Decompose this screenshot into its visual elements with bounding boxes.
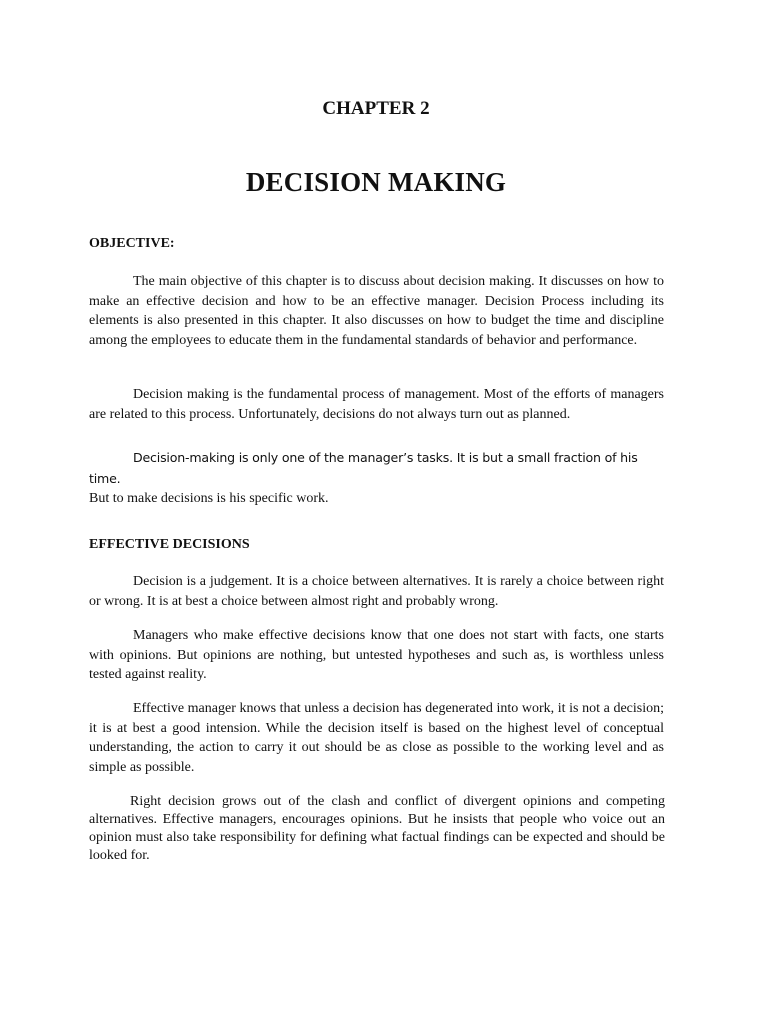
paragraph-sans-run: Decision-making is only one of the manager’s tasks. It is but a small fraction of his time.	[89, 450, 638, 486]
section-heading-objective: OBJECTIVE:	[89, 236, 175, 251]
paragraph-effective-4: Right decision grows out of the clash and conflict of divergent opinions and competing alternatives. Effective managers, encourages opinions. But he insists that people who voice out an opinion must also take responsibility for defining what factual findings can be expected and should be looked for.	[89, 794, 665, 863]
paragraph-effective-3: Effective manager knows that unless a decision has degenerated into work, it is not a decision; it is at best a good intension. While the decision itself is based on the highest level of conceptual understanding, the action to carry it out should be as close as possible to the working level and as simple as possible.	[89, 701, 664, 775]
chapter-title: DECISION MAKING	[245, 167, 507, 197]
paragraph-objective-2: Decision making is the fundamental process of management. Most of the efforts of managers are related to this process. Unfortunately, decisions do not always turn out as planned.	[89, 387, 664, 422]
paragraph-objective-1: The main objective of this chapter is to discuss about decision making. It discusses on how to make an effective decision and how to be an effective manager. Decision Process including its elements is also presented in this chapter. It also discusses on how to budget the time and discipline among the employees to educate them in the fundamental standards of behavior and performance.	[89, 274, 664, 348]
paragraph-effective-2: Managers who make effective decisions know that one does not start with facts, one starts with opinions. But opinions are nothing, but untested hypotheses and such as, is worthless unless tested against reality.	[89, 628, 664, 682]
paragraph-serif-run: But to make decisions is his specific work.	[89, 491, 329, 506]
chapter-label: CHAPTER 2	[322, 98, 430, 119]
paragraph-objective-3	[89, 448, 664, 509]
paragraph-effective-1: Decision is a judgement. It is a choice between alternatives. It is rarely a choice between right or wrong. It is at best a choice between almost right and probably wrong.	[89, 574, 664, 609]
section-heading-effective-decisions: EFFECTIVE DECISIONS	[89, 537, 250, 552]
